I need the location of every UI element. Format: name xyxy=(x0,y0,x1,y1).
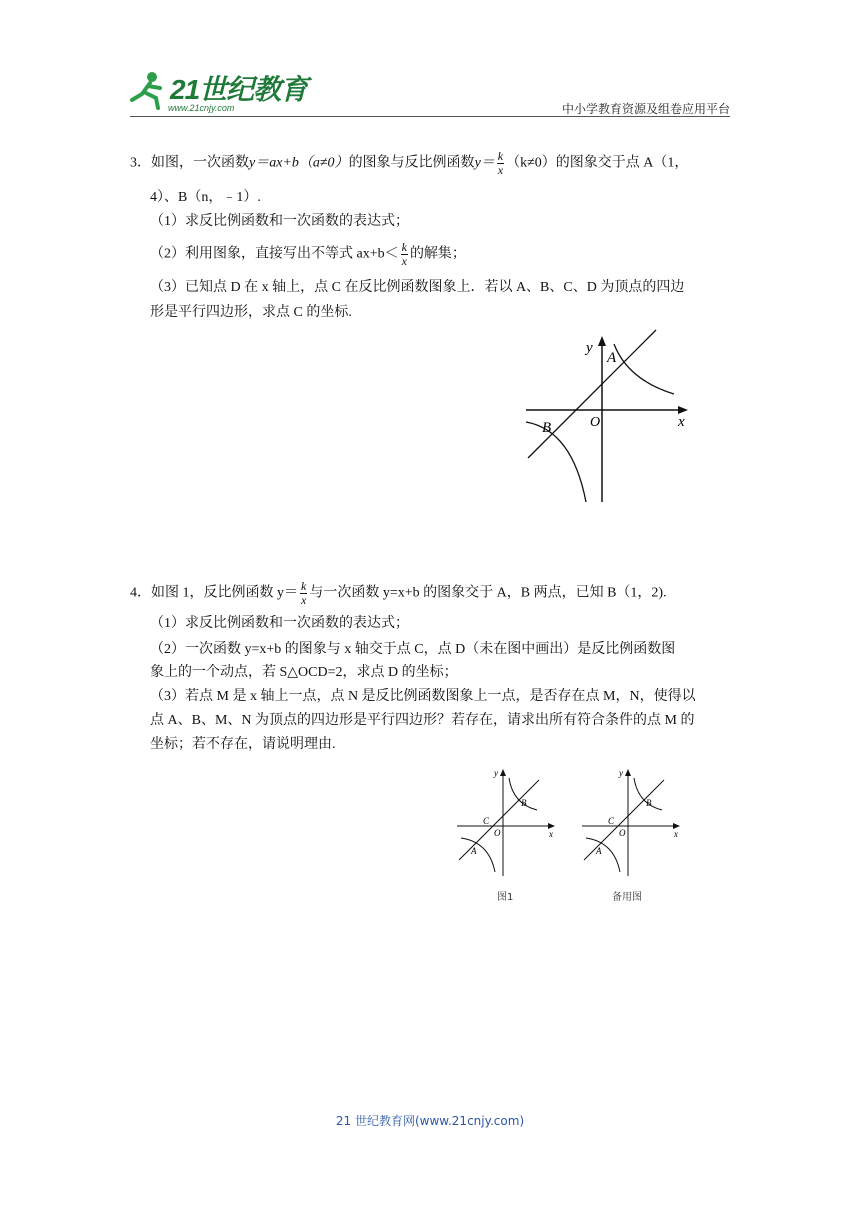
hyperbola-branch-q3 xyxy=(586,838,620,872)
q3-part3-line1: （3）已知点 D 在 x 轴上，点 C 在反比例函数图象上．若以 A、B、C、D 为顶点的四边 xyxy=(150,280,685,295)
y-axis-arrow-icon xyxy=(500,769,506,776)
runner-icon xyxy=(128,70,168,110)
label-y: y xyxy=(586,340,593,356)
svg-text:C: C xyxy=(608,816,615,826)
figure-backup-caption: 备用图 xyxy=(612,892,642,903)
hyperbola-branch-q3 xyxy=(461,838,495,872)
svg-text:C: C xyxy=(483,816,490,826)
q3-line2: 4）、B（n，﹣1）. xyxy=(150,190,261,205)
q4-part2-line1: （2）一次函数 y=x+b 的图象与 x 轴交于点 C，点 D（未在图中画出）是反比例函数图 xyxy=(150,642,676,657)
q3-line1: 3．如图，一次函数y＝ax+b（a≠0）的图象与反比例函数y＝ $\frac{k}{x}$ （k≠0）的图象交于点 A（1， xyxy=(130,149,689,177)
q4-part2-line2: 象上的一个动点，若 S△OCD=2，求点 D 的坐标； xyxy=(150,665,458,680)
logo xyxy=(128,70,168,110)
svg-text:A: A xyxy=(471,846,477,856)
label-x: x xyxy=(678,414,685,430)
q4-figure-backup xyxy=(580,764,685,879)
q3-figure xyxy=(522,326,692,506)
svg-text:y: y xyxy=(619,768,623,778)
q4-part3-line2: 点 A、B、M、N 为顶点的四边形是平行四边形？若存在，请求出所有符合条件的点 M 的 xyxy=(150,713,695,728)
hyperbola-branch-q3 xyxy=(526,422,586,502)
footer-link[interactable]: 21 世纪教育网(www.21cnjy.com) xyxy=(335,1114,525,1128)
q3-part3-line2: 形是平行四边形，求点 C 的坐标. xyxy=(150,305,352,320)
svg-text:A: A xyxy=(596,846,602,856)
q4-part1: （1）求反比例函数和一次函数的表达式； xyxy=(150,616,409,631)
svg-text:O: O xyxy=(619,828,626,838)
hyperbola-branch-q1 xyxy=(614,344,674,394)
label-a: A xyxy=(607,350,617,366)
q4-part3-line1: （3）若点 M 是 x 轴上一点，点 N 是反比例函数图象上一点，是否存在点 M，N，使得以 xyxy=(150,689,696,704)
svg-text:x: x xyxy=(674,829,678,839)
label-b: B xyxy=(542,420,552,436)
q4-figure-1 xyxy=(455,764,560,879)
brand-url: www.21cnjy.com xyxy=(168,103,235,113)
platform-label: 中小学教育资源及组卷应用平台 xyxy=(561,102,730,116)
figure-1-caption: 图1 xyxy=(497,892,514,903)
q3-part2: （2）利用图象，直接写出不等式 ax+b＜ $\frac{k}{x}$ 的解集； xyxy=(150,240,466,268)
svg-text:B: B xyxy=(521,798,527,808)
header-divider xyxy=(130,116,730,117)
label-o: O xyxy=(590,415,601,430)
x-axis-arrow-icon xyxy=(678,406,688,414)
q4-line1: 4．如图 1，反比例函数 y＝ $\frac{k}{x}$ 与一次函数 y=x+b 的图象交于 A，B 两点，已知 B（1，2). xyxy=(130,579,667,607)
q4-part3-line3: 坐标；若不存在，请说明理由. xyxy=(150,737,336,752)
q3-fraction: $\frac{k}{x}$ xyxy=(497,149,504,177)
svg-text:x: x xyxy=(549,829,553,839)
y-axis-arrow-icon xyxy=(598,336,606,346)
q3-part1: （1）求反比例函数和一次函数的表达式； xyxy=(150,214,409,229)
svg-text:B: B xyxy=(646,798,652,808)
y-axis-arrow-icon xyxy=(625,769,631,776)
svg-text:y: y xyxy=(494,768,498,778)
svg-text:O: O xyxy=(494,828,501,838)
brand-name: 21世纪教育 xyxy=(170,74,308,105)
q4-fraction: $\frac{k}{x}$ xyxy=(301,579,307,607)
